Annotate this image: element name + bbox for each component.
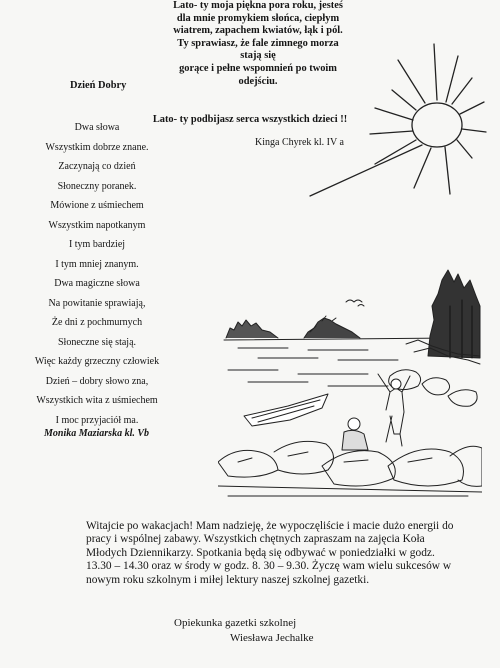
- greeting-poem-line: Wszystkim dobrze znane.: [45, 141, 149, 153]
- summer-poem-line: Lato- ty moja piękna pora roku, jesteś: [173, 0, 343, 11]
- greeting-poem-author: Monika Maziarska kl. Vb: [44, 428, 150, 439]
- signature-role: Opiekunka gazetki szkolnej: [174, 617, 297, 629]
- greeting-poem-line: Że dni z pochmurnych: [51, 317, 143, 328]
- greeting-poem-line: Na powitanie sprawiają,: [48, 297, 146, 309]
- announcement-paragraph: [86, 520, 456, 587]
- signature-name: Wiesława Jechalke: [230, 632, 314, 644]
- summer-poem-author: Kinga Chyrek kl. IV a: [255, 137, 344, 148]
- greeting-poem-line: Dwa magiczne słowa: [54, 278, 140, 289]
- greeting-poem-line: I moc przyjaciół ma.: [55, 414, 139, 426]
- summer-poem-line: Ty sprawiasz, że fale zimnego morza: [177, 37, 339, 49]
- greeting-poem-line: Zaczynają co dzień: [58, 161, 136, 172]
- greeting-poem-line: Słoneczny poranek.: [57, 180, 137, 192]
- announcement-line: pracy i wspólnej zabawy. Wszystkich chętnych zapraszam na zajęcia Koła: [86, 533, 425, 546]
- summer-poem-line: odejściu.: [238, 75, 278, 87]
- announcement-line: Witajcie po wakacjach! Mam nadzieję, że wypoczęliście i macie dużo energii do: [86, 520, 454, 532]
- greeting-poem-line: Mówione z uśmiechem: [50, 200, 144, 211]
- summer-poem-closing: Lato- ty podbijasz serca wszystkich dzieci !!: [152, 114, 348, 125]
- greeting-poem-line: Wszystkim napotkanym: [48, 219, 146, 231]
- greeting-poem-line: I tym mniej znanym.: [55, 258, 139, 270]
- summer-poem-line: wiatrem, zapachem kwiatów, łąk i pól.: [173, 25, 343, 37]
- announcement-line: 13.30 – 14.30 oraz w środy w godz. 8. 30 – 9.30. Życzę wam wielu sukcesów w: [86, 560, 452, 573]
- summer-poem-line: stają się: [240, 50, 276, 62]
- summer-poem-line: gorące i pełne wspomnień po twoim: [179, 62, 337, 74]
- greeting-poem: [22, 118, 172, 430]
- sun-drawing: [300, 34, 490, 204]
- announcement-line: nowym roku szkolnym i miłej lektury naszej szkolnej gazetki.: [86, 573, 370, 586]
- announcement-line: Młodych Dziennikarzy. Spotkania będą się odbywać w poniedziałki w godz.: [86, 546, 435, 559]
- greeting-poem-line: Dwa słowa: [74, 122, 120, 133]
- greeting-poem-line: Słoneczne się stają.: [57, 336, 137, 348]
- summer-poem-line: dla mnie promykiem słońca, ciepłym: [176, 12, 340, 24]
- greeting-poem-title: Dzień Dobry: [70, 80, 127, 91]
- lake-scene-illustration: [218, 266, 482, 498]
- greeting-poem-line: Wszystkich wita z uśmiechem: [36, 395, 158, 406]
- greeting-poem-line: Dzień – dobry słowo zna,: [45, 375, 149, 387]
- greeting-poem-line: I tym bardziej: [68, 239, 126, 250]
- greeting-poem-line: Więc każdy grzeczny człowiek: [34, 356, 160, 367]
